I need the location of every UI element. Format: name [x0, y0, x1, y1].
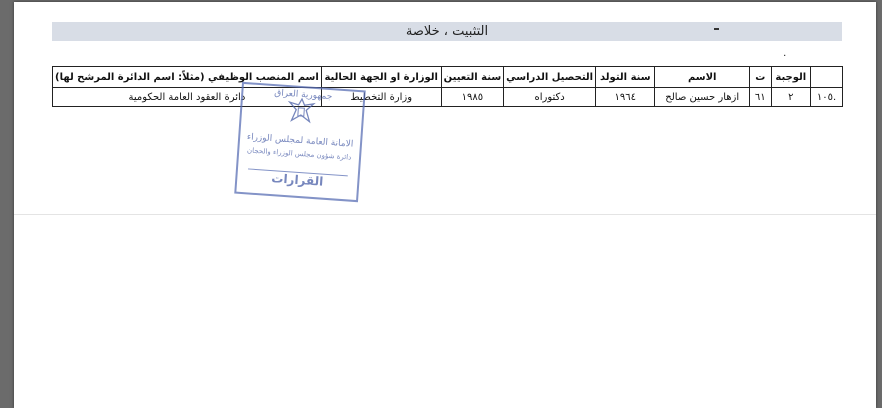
cell-seq: ٦١	[749, 88, 771, 107]
table-header-row	[53, 67, 843, 88]
stamp-top-text: جمهورية العراق	[273, 88, 333, 103]
dash-mark	[714, 28, 719, 30]
header-birth-year: سنة التولد	[596, 67, 655, 88]
cell-name: ازهار حسين صالح	[655, 88, 749, 107]
eagle-emblem-icon	[285, 95, 317, 127]
header-position: اسم المنصب الوظيفي (مثلاً: اسم الدائرة المرشح لها)	[53, 67, 322, 88]
cell-index: .١٠٥	[811, 88, 843, 107]
nominees-table	[52, 66, 843, 107]
header-name: الاسم	[655, 67, 749, 88]
stamp-line-1: الامانة العامة لمجلس الوزراء	[246, 132, 354, 150]
header-education: التحصيل الدراسي	[504, 67, 596, 88]
official-stamp	[234, 82, 366, 202]
cell-batch: ٢	[771, 88, 811, 107]
cell-appointment-year: ١٩٨٥	[441, 88, 504, 107]
document-title: التثبيت ، خلاصة	[52, 22, 842, 41]
document-page	[14, 2, 876, 408]
header-ministry: الوزارة او الجهة الحالية	[321, 67, 441, 88]
cell-education: دكتوراه	[504, 88, 596, 107]
cell-ministry: وزارة التخطيط	[321, 88, 441, 107]
header-seq: ت	[749, 67, 771, 88]
stamp-line-2: دائرة شؤون مجلس الوزراء والحجان	[246, 146, 352, 162]
table-row	[53, 88, 843, 107]
header-batch: الوجبة	[771, 67, 811, 88]
blank-header-cell	[811, 67, 843, 88]
dot-mark: ٠	[782, 50, 788, 61]
cell-birth-year: ١٩٦٤	[596, 88, 655, 107]
stamp-bottom-text: القرارات	[247, 168, 348, 190]
header-appointment-year: سنة التعيين	[441, 67, 504, 88]
page-fold-line	[14, 214, 876, 215]
cell-position: دائرة العقود العامة الحكومية	[53, 88, 322, 107]
